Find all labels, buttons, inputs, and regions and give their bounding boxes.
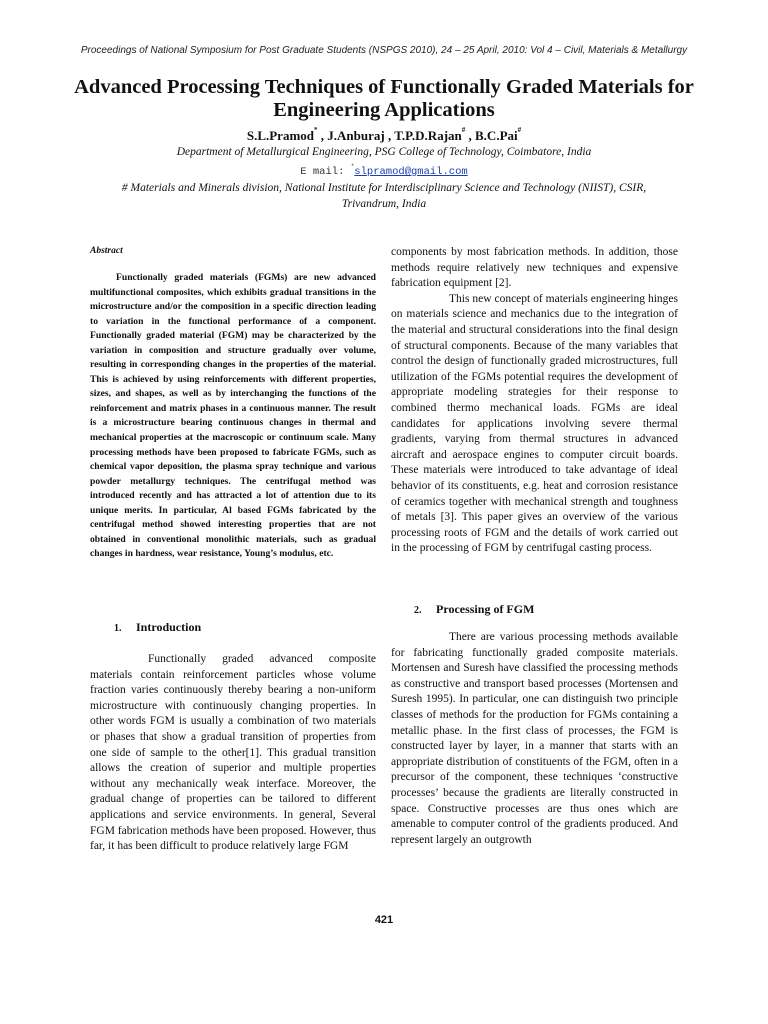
section-number: 1. <box>114 623 122 634</box>
affiliation-secondary: # Materials and Minerals division, National Institute for Interdisciplinary Science and Technology (NIIST), CSIR, Trivandrum, India <box>121 182 647 210</box>
section-title: Processing of FGM <box>436 602 535 616</box>
section-number: 2. <box>414 605 422 616</box>
email-line <box>0 163 768 178</box>
right-column-top <box>391 245 678 557</box>
processing-paragraph: There are various processing methods available for fabricating functionally graded composite materials. Mortensen and Suresh have classified the processing methods as constructive and transport based processes (Mortensen and Suresh 1995). In particular, one can distinguish two principle classes of methods for the production for FGMs containing a metallic phase. In the first class of processes, the FGM is constructed layer by layer, in a manner that starts with an appropriate distribution of constituents of the FGM, often in a precursor of the component, these techniques ‘constructive processes’ because the gradients are literally constructed in space. Constructive processes are thus ones which are amenable to computer control of the gradients produced. And represent largely an outgrowth <box>391 631 678 846</box>
concept-paragraph: This new concept of materials engineering hinges on materials science and mechanics due to the integration of the material and structural considerations into the final design of structural components. Because of the many variables that control the design of functionally graded microstructures, full utilization of the FGMs potential requires the development of appropriate modeling strategies for their response to combined thermo mechanical loads. FGMs are ideal candidates for applications involving severe thermal gradients, varying from thermal structures in advanced aircraft and aerospace engines to computer circuit boards. These materials were introduced to take advantage of ideal behavior of its constituents, e.g. heat and corrosion resistance of ceramics together with mechanical strength and toughness of metals [3]. This paper gives an overview of the various processing roots of FGM and the details of work carried out in the processing of FGM by centrifugal casting process. <box>391 292 678 555</box>
author-name: B.C.Pai <box>475 128 518 143</box>
section-title: Introduction <box>136 620 202 634</box>
proceedings-header: Proceedings of National Symposium for Post Graduate Students (NSPGS 2010), 24 – 25 April, 2010: Vol 4 – Civil, Materials & Metallurgy <box>80 45 688 56</box>
continuation-paragraph: components by most fabrication methods. In addition, those methods require relatively new techniques and expensive fabrication equipment [2]. <box>391 246 678 290</box>
email-label: E mail: <box>300 166 351 178</box>
section-heading-introduction <box>114 620 201 635</box>
email-link[interactable]: slpramod@gmail.com <box>354 166 468 178</box>
author-name: T.P.D.Rajan <box>394 128 462 143</box>
author-mark: # <box>517 126 522 134</box>
page-number: 421 <box>374 914 394 926</box>
abstract-text: Functionally graded materials (FGMs) are new advanced multifunctional composites, which exhibits gradual transitions in the microstructure and/or the composition in a specific direction leading to variation in the functional performance of a component. Functionally graded material (FGM) may be characterized by the variation in composition and structure gradually over volume, resulting in corresponding changes in the properties of the material. This is achieved by using reinforcements with different properties, sizes, and shapes, as well as by interchanging the functions of the reinforcement and matrix phases in a continuous manner. The result is a microstructure bearing continuous changes in thermal and mechanical properties at the macroscopic or continuum scale. Many processing methods have been proposed to fabricate FGMs, such as chemical vapor deposition, the plasma spray technique and various powder metallurgy techniques. The centrifugal method was introduced recently and has attracted a lot of attention due to its unique merits. In particular, Al based FGMs fabricated by the centrifugal method showed interesting properties that are not obtained in conventional monolithic materials, such as gradual changes in hardness, wear resistance, Young’s modulus, etc. <box>90 272 376 560</box>
author-list: S.L.Pramod* , J.Anburaj , T.P.D.Rajan# , B.C.Pai# <box>246 126 522 143</box>
processing-body <box>391 630 678 848</box>
author-mark: * <box>314 126 318 134</box>
author-name: J.Anburaj <box>327 128 385 143</box>
paper-title: Advanced Processing Techniques of Functionally Graded Materials for Engineering Applications <box>74 76 694 121</box>
introduction-body <box>90 652 376 855</box>
section-heading-processing <box>414 602 534 617</box>
abstract-heading: Abstract <box>90 246 123 256</box>
introduction-paragraph: Functionally graded advanced composite materials contain reinforcement particles whose volume fraction varies continuously thereby bearing a non-uniform microstructure with continuously changing properties. In other words FGM is usually a combination of two materials or phases that show a gradual transition of properties from one side of sample to the other[1]. This gradual transition allows the creation of superior and multiple properties without any mechanically weak interface. Moreover, the gradual change of properties can be tailored to different applications and service environments. In general, Several FGM fabrication methods have been proposed. However, thus far, it has been difficult to produce relatively large FGM <box>90 653 377 853</box>
author-mark: # <box>461 126 466 134</box>
author-name: S.L.Pramod <box>246 128 315 143</box>
email-mark: * <box>350 163 355 170</box>
affiliation-primary: Department of Metallurgical Engineering, PSG College of Technology, Coimbatore, India <box>176 146 592 158</box>
